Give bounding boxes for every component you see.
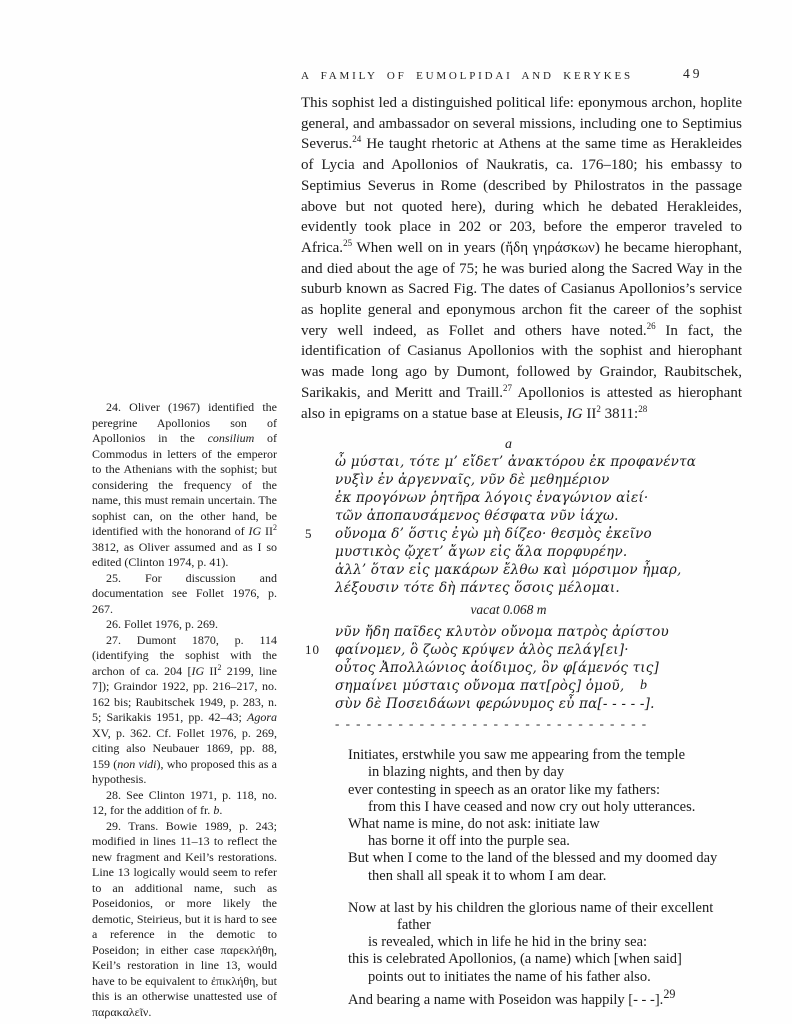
translation-block [348,747,742,1009]
greek-line-11 [301,659,742,677]
verse-line-number-5: 5 [305,526,313,542]
translation-line-with-footnote: And bearing a name with Poseidon was happily [- - -].$^{29}$ [348,986,676,1008]
greek-line-5 [301,525,742,543]
translation-line: ever contesting in speech as an orator like my fathers: [348,781,661,798]
greek-line-13 [301,695,742,713]
greek-verse-text: νυξὶν ἐν ἀργενναῖς, νῦν δὲ μεθημέριον [335,472,610,489]
translation-line: But when I come to the land of the blessed and my doomed day [348,850,718,867]
greek-verse-text: σὺν δὲ Ποσειδάωνι φερώνυμος εὖ πα[- - - - -]. [335,696,655,713]
greek-verse-text: ἀλλ’ ὅταν εἰς μακάρων ἔλθω καὶ μόρσιμον ἦμαρ, [335,562,682,579]
greek-verse-text: λέξουσιν τότε δὴ πάντες ὅσοις μέλομαι. [335,580,620,597]
translation-line: father [397,917,431,934]
greek-verse-text: ὦ μύσται, τότε μ’ εἴδετ’ ἀνακτόρου ἐκ προφανέντα [335,454,697,471]
page-number: 49 [683,66,703,81]
greek-epigram [301,437,742,732]
fragment-a-label: a [505,437,512,453]
greek-line-6 [301,543,742,561]
greek-verse-text: οὔνομα δ’ ὅστις ἐγὼ μὴ δίζεο· θεσμὸς ἐκεῖνο [335,526,652,543]
translation-line: What name is mine, do not ask: initiate law [348,816,600,833]
body-paragraph: This sophist led a distinguished political life: eponymous archon, hoplite general, and ambassador on several missions, including one to Septimius Severus.$^{24}$ He taught rhetoric at Athens at the same time as Herakleides of Lycia and Apollonios of Naukratis, ca. 176–180; his embassy to Septimius Severus in Rome (described by Philostratos in the passage above but not quoted here), during which he debated Herakleides, evidently took place in 202 or 203, before the emperor traveled to Africa.$^{25}$ When well on in years (ἤδη γηράσκων) he became hierophant, and died about the age of 75; he was buried along the Sacred Way in the suburb known as Sacred Fig. The dates of Casianus Apollonios’s service as hoplite general and eponymous archon fit the career of the sophist very well indeed, as Follet and others have noted.$^{26}$ In fact, the identification of Casianus Apollonios with the sophist and hierophant was made long ago by Dumont, followed by Graindor, Raubitschek, Sarikakis, and Meritt and Traill.$^{27}$ Apollonios is attested as hierophant also in epigrams on a statue base at Eleusis, IG $II^2$ 3811:$^{28}$ [301,95,742,422]
greek-verse-text: ἐκ προγόνων ῥητῆρα λόγοις ἐναγώνιον αἰεί· [335,490,649,507]
greek-line-9 [301,623,742,641]
footnote-28: 28. See Clinton 1971, p. 118, no. 12, for the addition of fr. b. [92,787,277,817]
translation-line: has borne it off into the purple sea. [368,833,570,850]
greek-verse-text: νῦν ἤδη παῖδες κλυτὸν οὔνομα πατρὸς ἀρίστου [335,624,669,641]
greek-line-3 [301,489,742,507]
footnote-29: 29. Trans. Bowie 1989, p. 243; modified in lines 11–13 to reflect the new fragment and Keil’s restorations. Line 13 logically would seem to refer to an additional name, such as Poseidonios, or more likely the demotic, Steirieus, but it is hard to see a reference in the demotic to Poseidon; in either case παρεκλήθη, Keil’s restoration in line 13, would have to be equivalent to ἐπικλήθη, but this is an otherwise unattested use of παρακαλεῖν. [92,818,277,1019]
vacat-note: vacat 0.068 m [470,602,547,618]
footnote-24: 24. Oliver (1967) identified the peregrine Apollonios son of Apollonios in the consilium of Commodus in letters of the emperor to the Athenians with the sophist; but considering the frequency of the name, this must remain uncertain. The sophist can, on the other hand, be identified with the honorand of IG $II^2$ 3812, as Oliver assumed and as I so edited (Clinton 1974, p. 41). [92,400,278,569]
footnotes-column [92,400,277,1020]
translation-line: from this I have ceased and now cry out holy utterances. [368,798,696,815]
footnote-27: 27. Dumont 1870, p. 114 (identifying the sophist with the archon of ca. 204 [IG $II^2$ 2199, line 7]); Graindor 1922, pp. 216–217, no. 162 bis; Raubitschek 1949, p. 283, n. 5; Sarikakis 1951, pp. 42–43; Agora XV, p. 362. Cf. Follet 1976, p. 269, citing also Neubauer 1869, pp. 88, 159 (non vidi), who proposed this as a hypothesis. [92,632,278,786]
translation-line: this is celebrated Apollonios, (a name) which [when said] [348,951,682,968]
translation-line: then shall all speak it to whom I am dear. [368,867,607,884]
greek-verse-text: φαίνομεν, ὃ ζωὸς κρύψεν ἁλὸς πελάγ[ει]· [335,642,629,659]
greek-line-10 [301,641,742,659]
greek-verse-text: τῶν ἀποπαυσάμενος θέσφατα νῦν ἰάχω. [335,508,619,525]
translation-stanza-2 [348,900,742,1009]
footnote-26: 26. Follet 1976, p. 269. [106,617,219,631]
greek-line-12 [301,677,742,695]
greek-verse-text: σημαίνει μύσταις οὔνομα πατ[ρὸς] ὁμοῦ, [335,678,625,695]
greek-verse-text: οὗτος Ἀπολλώνιος ἀοίδιμος, ὃν φ[άμενός τις] [335,660,659,677]
greek-verse-text: μυστικὸς ᾤχετ’ ἄγων εἰς ἅλα πορφυρέην. [335,544,628,561]
greek-line-8 [301,579,742,597]
greek-line-4 [301,507,742,525]
verse-line-number-10: 10 [305,642,320,658]
translation-line: Initiates, erstwhile you saw me appearing from the temple [348,747,686,764]
greek-line-1 [301,453,742,471]
footnote-25: 25. For discussion and documentation see Follet 1976, p. 267. [92,570,277,616]
translation-line: points out to initiates the name of his father also. [368,968,651,985]
fragment-divider: - - - - - - - - - - - - - - - - - - - - - - - - - - - - - - [335,716,648,732]
greek-line-2 [301,471,742,489]
translation-line: is revealed, which in life he hid in the briny sea: [368,934,648,951]
main-text-column [301,93,742,1009]
translation-stanza-1 [348,747,742,885]
translation-line: Now at last by his children the glorious name of their excellent [348,899,714,916]
greek-line-7 [301,561,742,579]
fragment-b-label: b [640,678,648,694]
translation-line: in blazing nights, and then by day [368,764,565,781]
running-head: A FAMILY OF EUMOLPIDAI AND KERYKES [301,70,633,82]
